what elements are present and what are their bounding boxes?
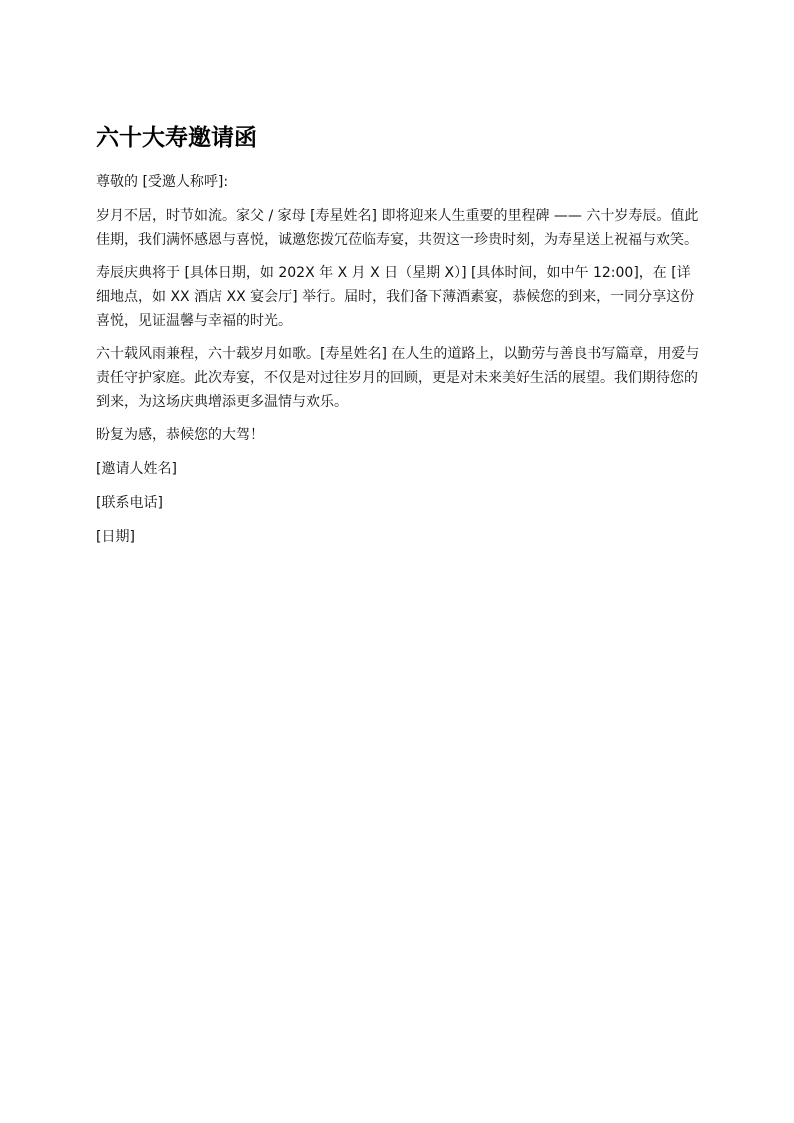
contact-phone: [联系电话] <box>96 495 163 511</box>
signature-date: [日期] <box>96 529 135 545</box>
paragraph-event-details: 寿辰庆典将于 [具体日期，如 202X 年 X 月 X 日（星期 X）] [具体时间，如中午 12:00]，在 [详细地点，如 XX 酒店 XX 宴会厅] 举行。届时，我们备下薄酒素宴，恭候您的到来，一同分享这份喜悦，见证温馨与幸福的时光。 <box>96 265 695 329</box>
document-page <box>96 122 702 559</box>
closing-line: 盼复为感，恭候您的大驾！ <box>96 427 264 443</box>
paragraph-opening: 岁月不居，时节如流。家父 / 家母 [寿星姓名] 即将迎来人生重要的里程碑 —— 六十岁寿辰。值此佳期，我们满怀感恩与喜悦，诚邀您拨冗莅临寿宴，共贺这一珍贵时刻，为寿星送上祝福与欢笑。 <box>96 208 699 248</box>
salutation: 尊敬的 [受邀人称呼]: <box>96 174 229 190</box>
paragraph-tribute: 六十载风雨兼程，六十载岁月如歌。[寿星姓名] 在人生的道路上，以勤劳与善良书写篇章，用爱与责任守护家庭。此次寿宴，不仅是对过往岁月的回顾，更是对未来美好生活的展望。我们期待您的到来，为这场庆典增添更多温情与欢乐。 <box>96 346 700 410</box>
document-title: 六十大寿邀请函 <box>96 125 257 151</box>
inviter-name: [邀请人姓名] <box>96 461 177 477</box>
